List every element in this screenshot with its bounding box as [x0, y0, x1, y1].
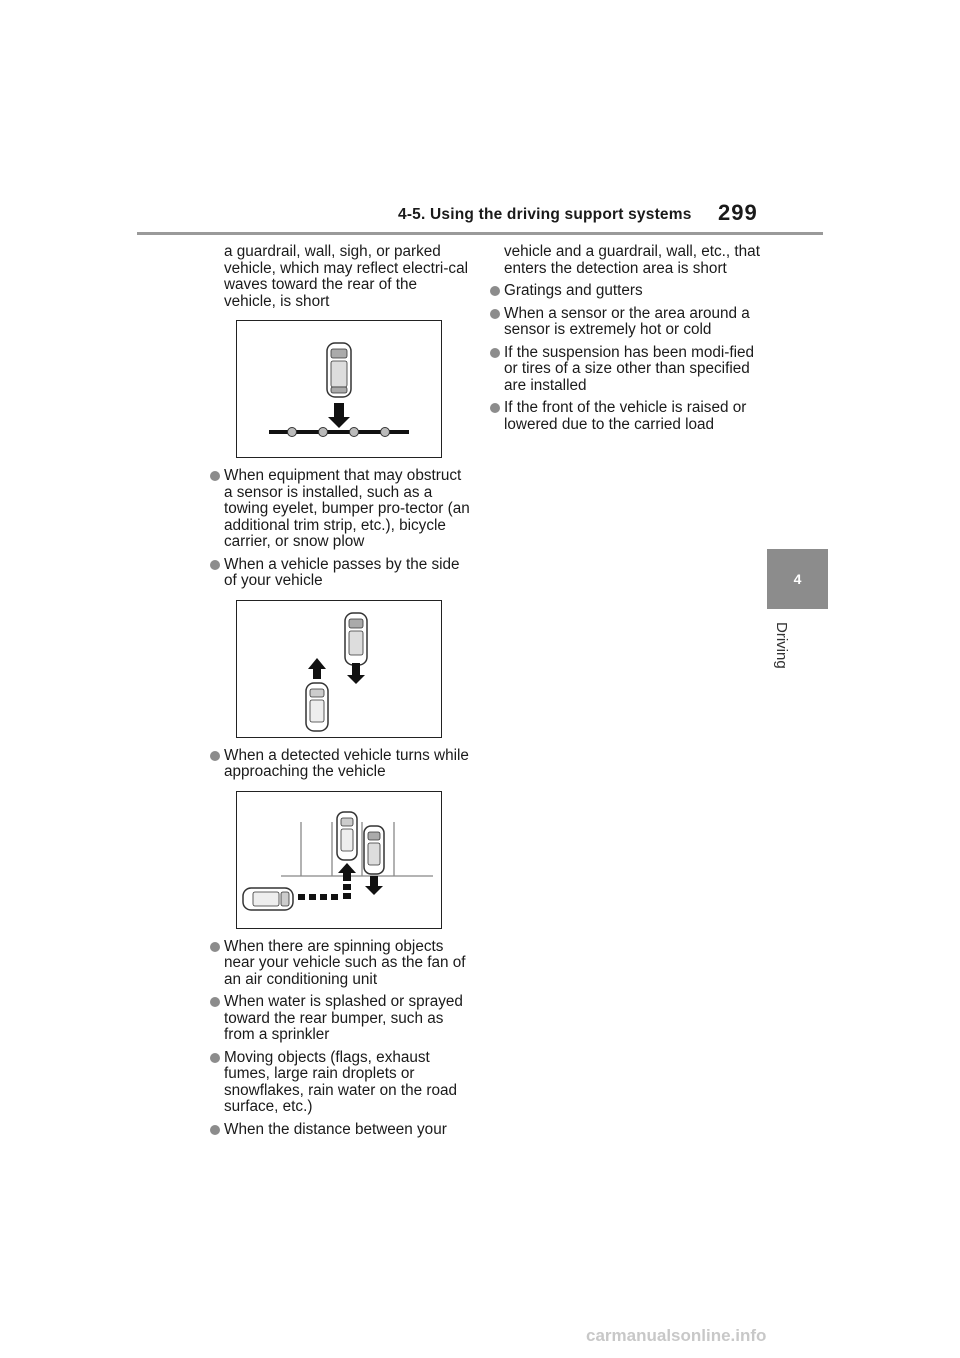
list-item: When water is splashed or sprayed toward the rear bumper, such as from a sprinkler — [210, 994, 472, 1044]
figure-guardrail — [236, 320, 442, 458]
bullet-icon — [210, 997, 220, 1007]
list-item: When the distance between your — [210, 1122, 472, 1139]
guardrail-illustration — [237, 321, 441, 457]
page-number: 299 — [718, 200, 758, 225]
list-item: When there are spinning objects near your vehicle such as the fan of an air conditioning unit — [210, 939, 472, 989]
right-intro-text: vehicle and a guardrail, wall, etc., that enters the detection area is short — [504, 243, 760, 277]
bullet-icon — [490, 403, 500, 413]
arrow-down-icon — [347, 663, 365, 684]
car-icon — [345, 613, 367, 665]
chapter-tab-number: 4 — [793, 571, 802, 587]
figure-turning-vehicle — [236, 791, 442, 929]
list-item: When a sensor or the area around a sensor is extremely hot or cold — [490, 306, 760, 339]
list-item: Gratings and gutters — [490, 283, 760, 300]
bullet-icon — [210, 942, 220, 952]
chapter-tab[interactable] — [767, 549, 828, 609]
list-item: When a vehicle passes by the side of your vehicle — [210, 557, 472, 590]
guardrail-icon — [269, 428, 409, 437]
car-icon — [364, 826, 384, 874]
watermark: carmanualsonline.info — [586, 1326, 767, 1345]
arrow-up-icon — [338, 863, 356, 881]
list-item: When a detected vehicle turns while approaching the vehicle — [210, 748, 472, 781]
bullet-icon — [490, 348, 500, 358]
arrow-down-icon — [328, 403, 350, 428]
car-icon — [337, 812, 357, 860]
figure-passing-vehicle — [236, 600, 442, 738]
bullet-icon — [490, 309, 500, 319]
car-icon — [306, 683, 328, 731]
bullet-icon — [210, 560, 220, 570]
right-column — [490, 244, 760, 439]
arrow-up-icon — [308, 658, 326, 679]
dashed-path-icon — [298, 884, 351, 900]
turning-vehicle-illustration — [237, 792, 441, 928]
car-icon — [243, 888, 293, 910]
list-item: If the suspension has been modi-fied or tires of a size other than specified are installed — [490, 345, 760, 395]
chapter-tab-label: Driving — [773, 622, 790, 669]
arrow-down-icon — [365, 876, 383, 895]
list-item: Moving objects (flags, exhaust fumes, large rain droplets or snowflakes, rain water on the road surface, etc.) — [210, 1050, 472, 1116]
list-item: If the front of the vehicle is raised or lowered due to the carried load — [490, 400, 760, 433]
bullet-icon — [210, 471, 220, 481]
list-item: When equipment that may obstruct a sensor is installed, such as a towing eyelet, bumper pro-tector (an additional trim strip, etc.), bicycle carrier, or snow plow — [210, 468, 472, 551]
left-column — [210, 244, 472, 1144]
left-intro-text: a guardrail, wall, sigh, or parked vehicle, which may reflect electri-cal waves toward the rear of the vehicle, is short — [224, 243, 468, 310]
bullet-icon — [210, 1125, 220, 1135]
bullet-icon — [210, 751, 220, 761]
car-icon — [327, 343, 351, 397]
header-divider — [137, 232, 823, 235]
bullet-icon — [210, 1053, 220, 1063]
bullet-icon — [490, 286, 500, 296]
section-header-title: 4-5. Using the driving support systems — [398, 206, 692, 223]
passing-vehicle-illustration — [237, 601, 441, 737]
